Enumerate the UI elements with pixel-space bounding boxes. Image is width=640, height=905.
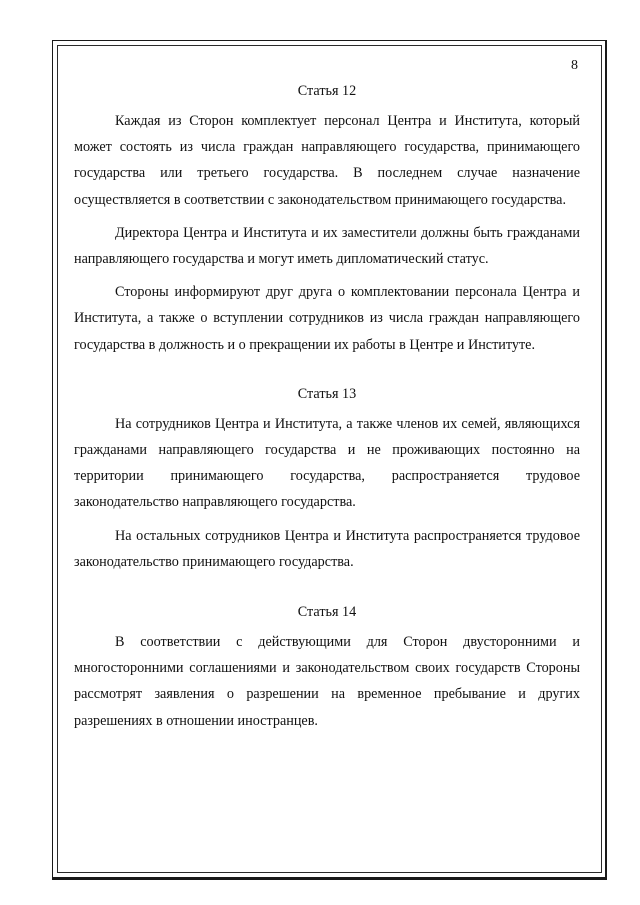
article-title: Статья 14 — [297, 604, 357, 621]
article-14 — [74, 603, 580, 734]
article-13 — [74, 385, 580, 575]
document-body — [74, 82, 580, 741]
page-number: 8 — [571, 58, 578, 73]
section-spacer — [74, 582, 580, 603]
article-title: Статья 12 — [297, 83, 357, 99]
article-12 — [74, 82, 580, 358]
article-title: Статья 13 — [297, 385, 357, 402]
article-paragraph: Директора Центра и Института и их заместители должны быть гражданами направляющего государства и могут иметь дипломатический статус. — [74, 224, 580, 268]
article-paragraph: Стороны информируют друг друга о комплектовании персонала Центра и Института, а также о вступлении сотрудников из числа граждан направляющего государства в должность и о прекращении их работы в Центре и Институте. — [74, 284, 580, 353]
article-paragraph: На остальных сотрудников Центра и Института распространяется трудовое законодательство принимающего государства. — [74, 527, 580, 570]
article-paragraph: Каждая из Сторон комплектует персонал Центра и Института, который может состоять из числа граждан направляющего государства, принимающего государства или третьего государства. В последнем случае назначение осуществляется в соответствии с законодательством принимающего государства. — [74, 113, 580, 208]
article-paragraph: На сотрудников Центра и Института, а также членов их семей, являющихся гражданами направляющего государства и не проживающих постоянно на территории принимающего государства, распространяется трудовое законодательство направляющего государства. — [74, 415, 580, 511]
article-paragraph: В соответствии с действующими для Сторон двусторонними и многосторонними соглашениями и законодательством своих государств Стороны рассмотрят заявления о разрешении на временное пребывание и других разрешениях в отношении иностранцев. — [74, 634, 580, 729]
section-spacer — [74, 365, 580, 385]
